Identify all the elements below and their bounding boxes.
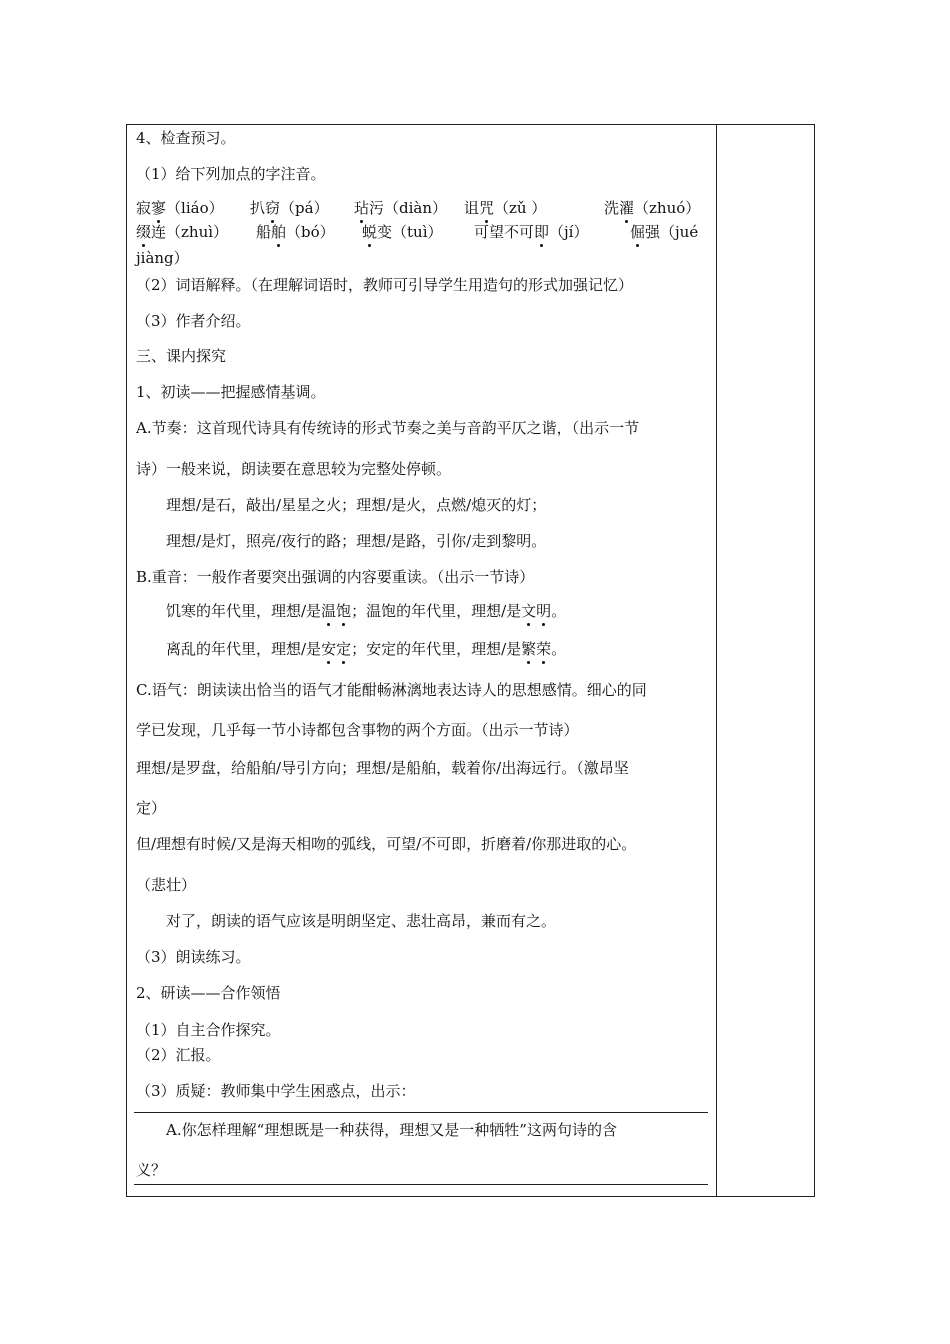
poem-line: 理想/是灯，照亮/夜行的路；理想/是路，引你/走到黎明。 (166, 532, 547, 550)
pinyin-item (362, 222, 443, 242)
word-part: （bó） (286, 223, 335, 241)
pinyin-item (250, 198, 329, 218)
word-part: （jí） (549, 223, 589, 241)
question-line: A.你怎样理解“理想既是一种获得，理想又是一种牺牲”这两句诗的含 (166, 1121, 617, 1139)
word-part: 污（diàn） (369, 199, 448, 217)
dotted-char: 玷 (354, 199, 370, 217)
word-part: （pá） (280, 199, 329, 217)
text-line: （1）自主合作探究。 (136, 1021, 281, 1039)
word-part: 可望不可 (474, 223, 535, 241)
dotted-char: 即 (534, 223, 550, 241)
pinyin-item (136, 198, 224, 218)
word-part: （zǔ ） (494, 199, 547, 217)
poem-line: 理想/是罗盘，给船舶/导引方向；理想/是船舶，载着你/出海远行。（激昂坚 (136, 759, 629, 777)
question-line: 义？ (136, 1161, 167, 1179)
horizontal-rule (134, 1184, 708, 1185)
text-line: 定） (136, 799, 167, 817)
word-part: 变（tuì） (377, 223, 443, 241)
dotted-char: 温 (321, 602, 337, 620)
word-part: 。 (551, 602, 567, 620)
dotted-char: 定 (336, 640, 352, 658)
pinyin-item (256, 222, 335, 242)
word-part: ；温饱的年代里，理想/是 (351, 602, 522, 620)
dotted-char: 寥 (151, 199, 167, 217)
text-line: A.节奏：这首现代诗具有传统诗的形式节奏之美与音韵平仄之谐，（出示一节 (136, 419, 640, 437)
text-line: （1）给下列加点的字注音。 (136, 165, 326, 183)
word-part: 强（jué (645, 223, 699, 241)
word-part: 寂 (136, 199, 152, 217)
pinyin-item (354, 198, 447, 218)
text-line: 2、研读——合作领悟 (136, 984, 281, 1002)
poem-line (166, 601, 566, 621)
word-part: ；安定的年代里，理想/是 (351, 640, 522, 658)
dotted-char: 倔 (630, 223, 646, 241)
poem-line (166, 639, 566, 659)
text-line: jiàng） (136, 249, 189, 267)
dotted-char: 饱 (336, 602, 352, 620)
word-part: 离乱的年代里，理想/是 (166, 640, 322, 658)
dotted-char: 缀 (136, 223, 152, 241)
text-line: 对了，朗读的语气应该是明朗坚定、悲壮高昂，兼而有之。 (166, 912, 557, 930)
poem-line: 理想/是石，敲出/星星之火；理想/是火，点燃/熄灭的灯； (166, 496, 547, 514)
word-part: 扒 (250, 199, 266, 217)
dotted-char: 文 (521, 602, 537, 620)
poem-line: 但/理想有时候/又是海天相吻的弧线，可望/不可即，折磨着/你那进取的心。 (136, 835, 637, 853)
dotted-char: 舶 (271, 223, 287, 241)
text-line: （2）词语解释。（在理解词语时，教师可引导学生用造句的形式加强记忆） (136, 276, 634, 294)
dotted-char: 繁 (521, 640, 537, 658)
word-part: （zhuó） (634, 199, 701, 217)
section-heading: 三、课内探究 (136, 347, 227, 365)
dotted-char: 濯 (619, 199, 635, 217)
dotted-char: 明 (536, 602, 552, 620)
text-line: （3）朗读练习。 (136, 948, 251, 966)
text-line: （2）汇报。 (136, 1046, 221, 1064)
text-line: 学已发现，几乎每一节小诗都包含事物的两个方面。（出示一节诗） (136, 721, 579, 739)
word-part: 饥寒的年代里，理想/是 (166, 602, 322, 620)
pinyin-item (630, 222, 698, 242)
word-part: 船 (256, 223, 272, 241)
pinyin-item (604, 198, 700, 218)
pinyin-item (474, 222, 588, 242)
text-line: （3）质疑：教师集中学生困惑点，出示： (136, 1082, 416, 1100)
word-part: （liáo） (166, 199, 224, 217)
dotted-char: 蜕 (362, 223, 378, 241)
table-column-divider (716, 124, 717, 1197)
text-line: 诗）一般来说，朗读要在意思较为完整处停顿。 (136, 460, 452, 478)
word-part: 洗 (604, 199, 620, 217)
text-line: 1、初读——把握感情基调。 (136, 383, 326, 401)
word-part: 诅 (464, 199, 480, 217)
dotted-char: 窃 (265, 199, 281, 217)
pinyin-item (464, 198, 546, 218)
word-part: 。 (551, 640, 567, 658)
pinyin-item (136, 222, 228, 242)
dotted-char: 咒 (479, 199, 495, 217)
text-line: B.重音：一般作者要突出强调的内容要重读。（出示一节诗） (136, 568, 535, 586)
text-line: （3）作者介绍。 (136, 312, 251, 330)
dotted-char: 荣 (536, 640, 552, 658)
dotted-char: 安 (321, 640, 337, 658)
horizontal-rule (134, 1112, 708, 1113)
text-line: C.语气：朗读读出恰当的语气才能酣畅淋漓地表达诗人的思想感情。细心的同 (136, 681, 647, 699)
text-line: （悲壮） (136, 876, 197, 894)
word-part: 连（zhuì） (151, 223, 229, 241)
text-line: 4、检查预习。 (136, 129, 236, 147)
